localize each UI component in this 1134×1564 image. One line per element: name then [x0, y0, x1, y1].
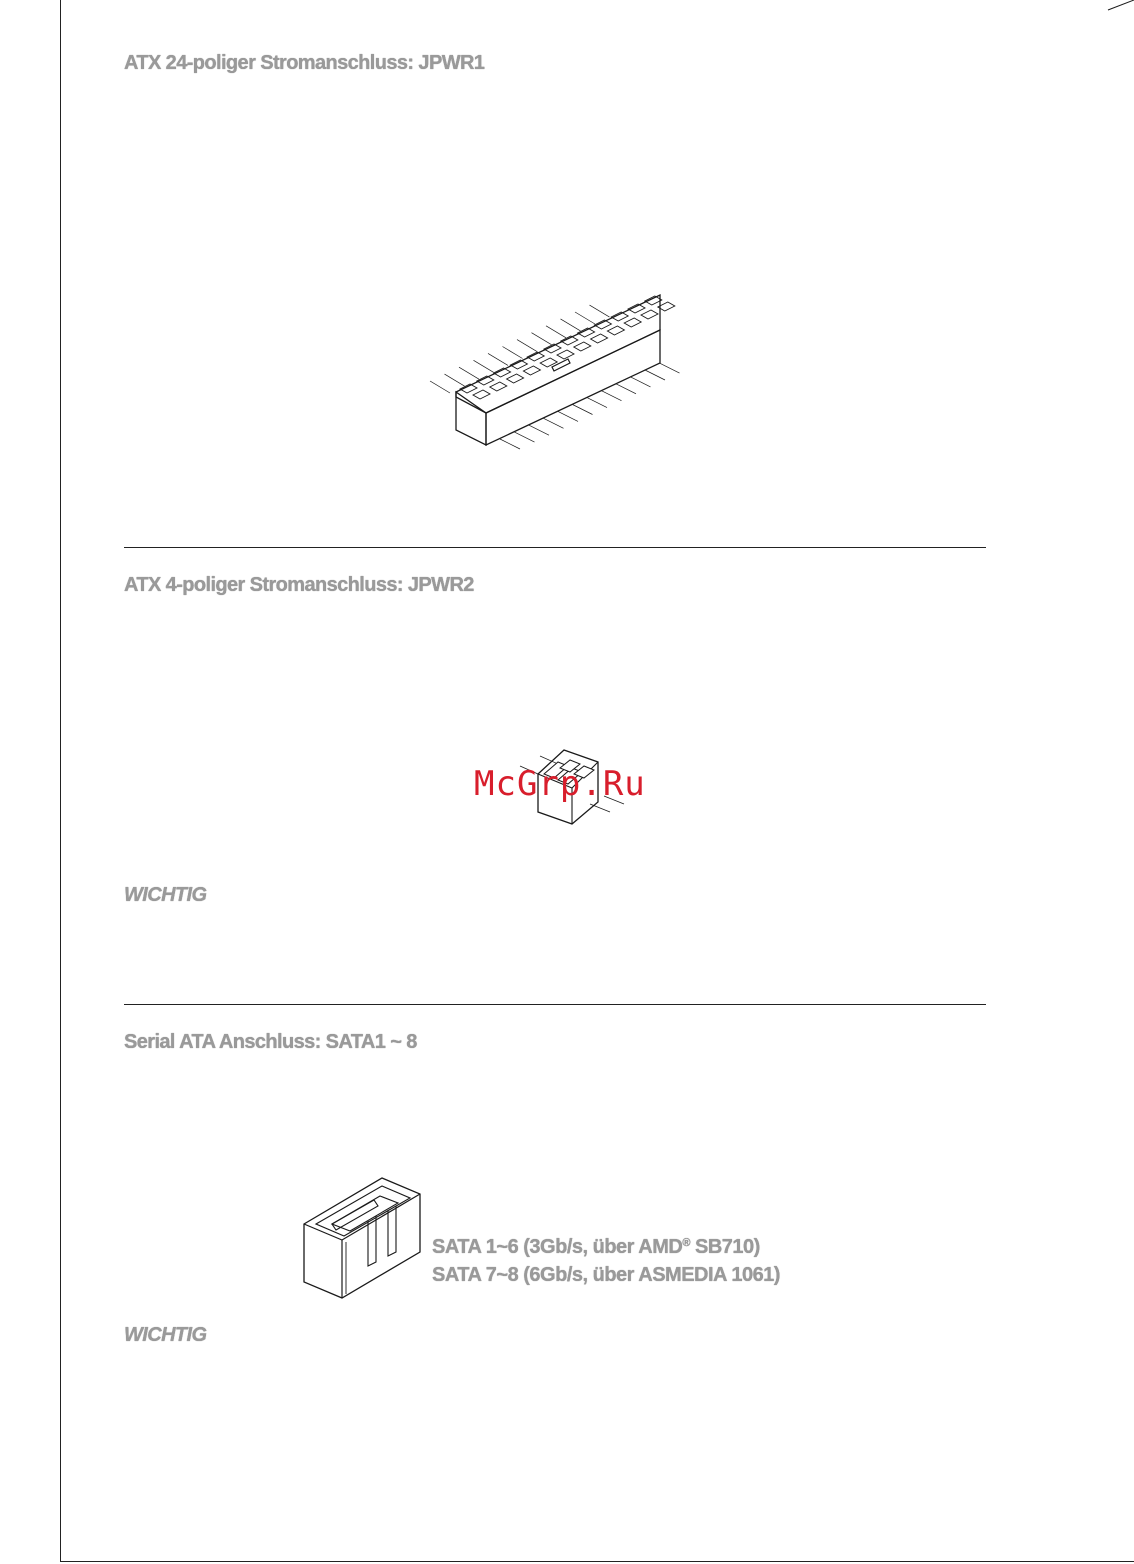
section-heading-jpwr2: ATX 4-poliger Stromanschluss: JPWR2 — [124, 574, 474, 596]
important-note-label: WICHTIG — [124, 884, 207, 906]
watermark-text: McGrp.Ru — [474, 764, 646, 804]
sata-spec-text — [432, 1229, 780, 1289]
section-divider — [124, 547, 986, 548]
sata-housing — [304, 1178, 420, 1298]
jpwr1-pin-leads — [430, 305, 680, 449]
jpwr1-pin-holes — [460, 296, 675, 399]
sata-connector-illustration — [302, 1176, 424, 1300]
sata-spec-line-2: SATA 7~8 (6Gb/s, über ASMEDIA 1061) — [432, 1264, 780, 1286]
page-bottom-border — [60, 1561, 1134, 1562]
section-heading-jpwr1: ATX 24-poliger Stromanschluss: JPWR1 — [124, 52, 485, 74]
page-left-border — [60, 0, 61, 1562]
jpwr1-housing-side — [486, 330, 660, 445]
jpwr1-connector-illustration — [420, 285, 700, 455]
section-heading-sata: Serial ATA Anschluss: SATA1 ~ 8 — [124, 1031, 417, 1053]
important-note-label: WICHTIG — [124, 1324, 207, 1346]
page-corner-mark — [1104, 0, 1134, 20]
sata-spec-line-1: SATA 1~6 (3Gb/s, über AMD® SB710) — [432, 1236, 760, 1258]
section-divider — [124, 1004, 986, 1005]
